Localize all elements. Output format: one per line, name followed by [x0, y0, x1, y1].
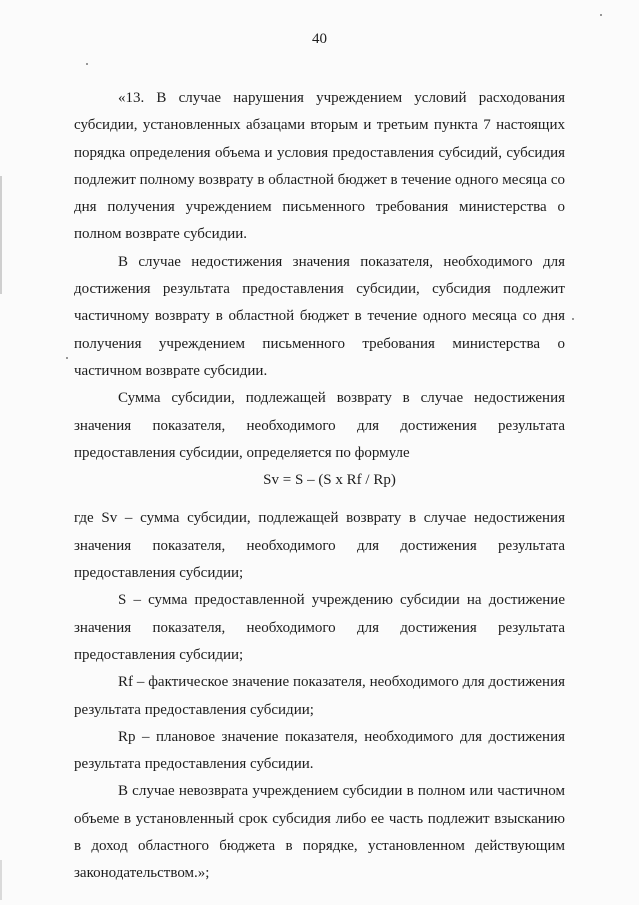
scan-edge-mark	[0, 176, 2, 294]
definition-rp: Rp – плановое значение показателя, необходимого для достижения результата предоставления субсидии.	[74, 728, 565, 773]
scan-speck	[600, 14, 602, 16]
scan-speck	[66, 357, 68, 359]
page-number: 40	[312, 31, 327, 47]
definition-s: S – сумма предоставленной учреждению субсидии на достижение значения показателя, необходимого для достижения результата предоставления субсидии;	[74, 592, 565, 663]
scan-edge-mark-bottom	[0, 860, 2, 900]
definition-sv: где Sv – сумма субсидии, подлежащей возврату в случае недостижения значения показателя, необходимого для достижения результата предоставления субсидии;	[74, 510, 565, 582]
document-body	[74, 85, 565, 888]
scan-speck	[572, 318, 574, 320]
paragraph-13: «13. В случае нарушения учреждением условий расходования субсидии, установленных абзацами вторым и третьим пункта 7 настоящих порядка определения объема и условия предоставления субсидий, субсидия подлежит полному возврату в областной бюджет в течение одного месяца со дня получения учреждением письменного требования министерства о полном возврате субсидии.	[74, 90, 565, 243]
paragraph-formula-intro: Сумма субсидии, подлежащей возврату в случае недостижения значения показателя, необходимого для достижения результата предоставления субсидии, определяется по формуле	[74, 390, 565, 461]
paragraph-partial-return: В случае недостижения значения показателя, необходимого для достижения результата предоставления субсидии, субсидия подлежит частичному возврату в областной бюджет в течение одного месяца со дня получения учреждением письменного требования министерства о частичном возврате субсидии.	[74, 253, 565, 379]
paragraph-non-return: В случае невозврата учреждением субсидии в полном или частичном объеме в установленный срок субсидия либо ее часть подлежит взысканию в доход областного бюджета в порядке, установленном действующим законодательством.»;	[74, 783, 565, 882]
scan-speck	[86, 63, 88, 65]
formula: Sv = S – (S x Rf / Rp)	[263, 472, 396, 489]
definition-rf: Rf – фактическое значение показателя, необходимого для достижения результата предоставления субсидии;	[74, 674, 565, 718]
